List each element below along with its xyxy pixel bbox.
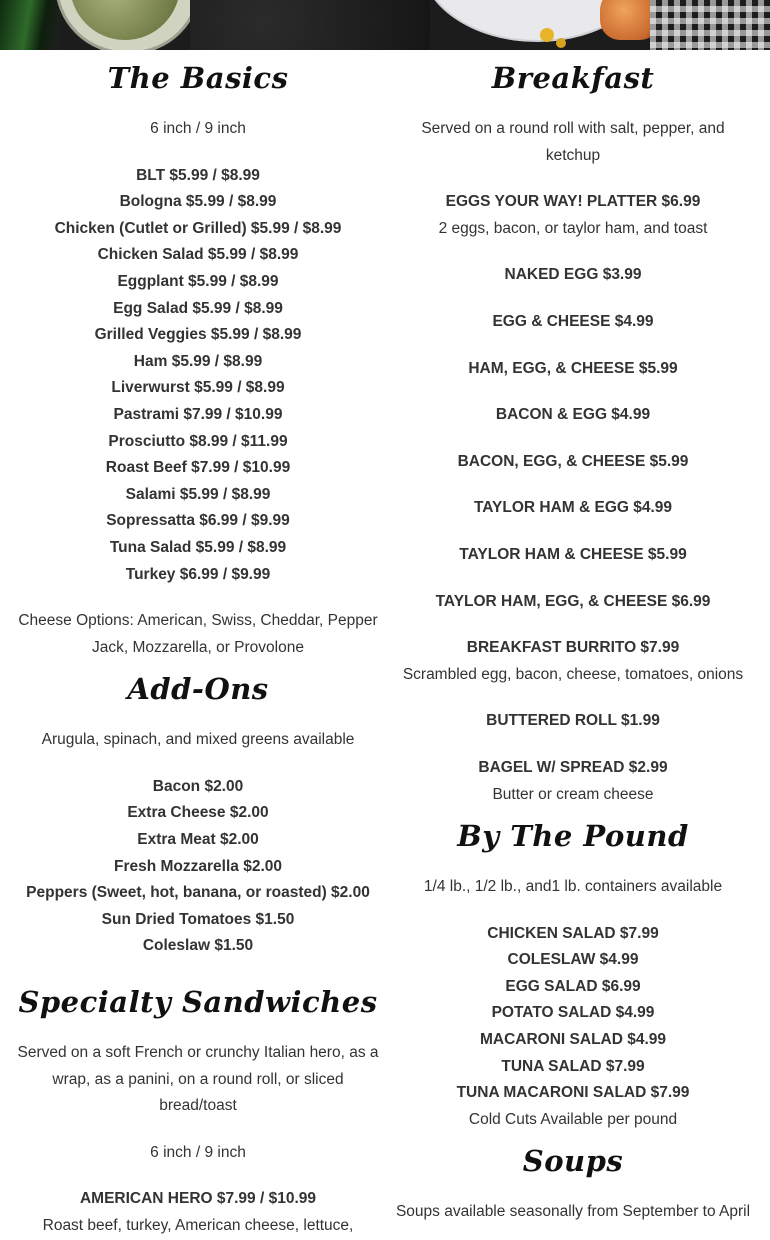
section-title-specialty: Specialty Sandwiches	[18, 985, 378, 1020]
menu-item: Bologna $5.99 / $8.99	[119, 193, 277, 211]
menu-item: Eggplant $5.99 / $8.99	[117, 272, 279, 290]
menu-item: BACON & EGG $4.99	[495, 406, 651, 424]
menu-item: MACARONI SALAD $4.99	[479, 1031, 667, 1049]
menu-item-description: 2 eggs, bacon, or taylor ham, and toast	[438, 219, 708, 237]
menu-item: Coleslaw $1.50	[142, 937, 254, 955]
menu-item: Liverwurst $5.99 / $8.99	[111, 379, 285, 397]
breakfast-note-cont: ketchup	[545, 146, 601, 164]
menu-item: BAGEL W/ SPREAD $2.99	[478, 758, 668, 776]
checkered-cloth-photo	[650, 0, 770, 50]
pound-note: 1/4 lb., 1/2 lb., and1 lb. containers available	[423, 878, 723, 896]
menu-item: BUTTERED ROLL $1.99	[486, 712, 660, 730]
menu-item: Ham $5.99 / $8.99	[133, 352, 263, 370]
menu-item-description: Roast beef, turkey, American cheese, lettuce,	[42, 1217, 354, 1234]
menu-item: TUNA MACARONI SALAD $7.99	[456, 1084, 690, 1102]
menu-item: HAM, EGG, & CHEESE $5.99	[468, 359, 678, 377]
menu-item: TAYLOR HAM & CHEESE $5.99	[459, 545, 687, 563]
menu-item: Salami $5.99 / $8.99	[125, 485, 271, 503]
menu-item: POTATO SALAD $4.99	[491, 1004, 655, 1022]
menu-item: Peppers (Sweet, hot, banana, or roasted) $2.00	[26, 884, 370, 902]
size-note: 6 inch / 9 inch	[150, 120, 246, 137]
menu-item: COLESLAW $4.99	[507, 951, 639, 969]
menu-item: EGG SALAD $6.99	[505, 977, 641, 995]
menu-item: Egg Salad $5.99 / $8.99	[113, 299, 283, 317]
menu-item: EGG & CHEESE $4.99	[492, 312, 654, 330]
soups-note: Soups available seasonally from September to April	[395, 1203, 751, 1221]
slate-board-photo	[190, 0, 430, 50]
menu-item: AMERICAN HERO $7.99 / $10.99	[79, 1190, 317, 1208]
menu-item: TAYLOR HAM, EGG, & CHEESE $6.99	[435, 592, 711, 610]
pound-list	[385, 921, 761, 1107]
breakfast-note: Served on a round roll with salt, pepper, and	[421, 120, 725, 137]
corn-photo	[556, 38, 566, 48]
section-title-soups: Soups	[522, 1144, 624, 1179]
menu-item: BREAKFAST BURRITO $7.99	[466, 639, 680, 657]
size-note: 6 inch / 9 inch	[150, 1143, 246, 1161]
pound-footer: Cold Cuts Available per pound	[468, 1110, 678, 1128]
menu-item: TAYLOR HAM & EGG $4.99	[473, 499, 673, 517]
menu-item: Chicken (Cutlet or Grilled) $5.99 / $8.99	[54, 219, 342, 237]
menu-item: Chicken Salad $5.99 / $8.99	[97, 246, 299, 264]
menu-item-description: Butter or cream cheese	[492, 785, 654, 803]
menu-item: Sun Dried Tomatoes $1.50	[101, 910, 295, 928]
menu-item: BACON, EGG, & CHEESE $5.99	[457, 452, 689, 470]
menu-item: Grilled Veggies $5.99 / $8.99	[94, 326, 302, 344]
menu-item: Tuna Salad $5.99 / $8.99	[109, 538, 287, 556]
menu-item: BLT $5.99 / $8.99	[136, 166, 260, 184]
menu-item: Turkey $6.99 / $9.99	[125, 565, 271, 583]
corn-photo	[540, 28, 554, 42]
menu-item: NAKED EGG $3.99	[504, 266, 642, 284]
menu-item: Prosciutto $8.99 / $11.99	[108, 432, 288, 450]
hero-food-image	[0, 0, 770, 50]
menu-right-column	[385, 50, 761, 1226]
addons-note: Arugula, spinach, and mixed greens available	[41, 731, 355, 749]
menu-item: Bacon $2.00	[152, 777, 244, 795]
menu-item: CHICKEN SALAD $7.99	[487, 924, 659, 942]
addons-list	[10, 774, 386, 960]
cheese-options: Cheese Options: American, Swiss, Cheddar, Pepper	[18, 612, 378, 630]
section-title-breakfast: Breakfast	[491, 61, 655, 95]
menu-item: EGGS YOUR WAY! PLATTER $6.99	[445, 193, 701, 211]
specialty-note: Served on a soft French or crunchy Italian hero, as a	[17, 1044, 379, 1062]
section-title-addons: Add-Ons	[127, 672, 269, 707]
menu-item: Extra Meat $2.00	[137, 831, 259, 849]
greens-photo	[0, 0, 60, 50]
section-title-basics: The Basics	[107, 61, 289, 95]
menu-item: TUNA SALAD $7.99	[501, 1057, 645, 1075]
cheese-options-cont: Jack, Mozzarella, or Provolone	[92, 638, 304, 656]
menu-item: Sopressatta $6.99 / $9.99	[106, 512, 290, 530]
specialty-note-cont: wrap, as a panini, on a round roll, or sliced	[52, 1070, 344, 1088]
menu-item: Fresh Mozzarella $2.00	[114, 857, 282, 875]
menu-item: Extra Cheese $2.00	[127, 804, 269, 822]
basics-list	[10, 163, 386, 589]
specialty-note-cont: bread/toast	[159, 1097, 237, 1115]
menu-item: Pastrami $7.99 / $10.99	[113, 405, 283, 423]
menu-item-description: Scrambled egg, bacon, cheese, tomatoes, onions	[402, 665, 744, 683]
section-title-by-the-pound: By The Pound	[457, 819, 689, 854]
menu-item: Roast Beef $7.99 / $10.99	[105, 459, 291, 477]
menu-left-column	[10, 50, 386, 1240]
